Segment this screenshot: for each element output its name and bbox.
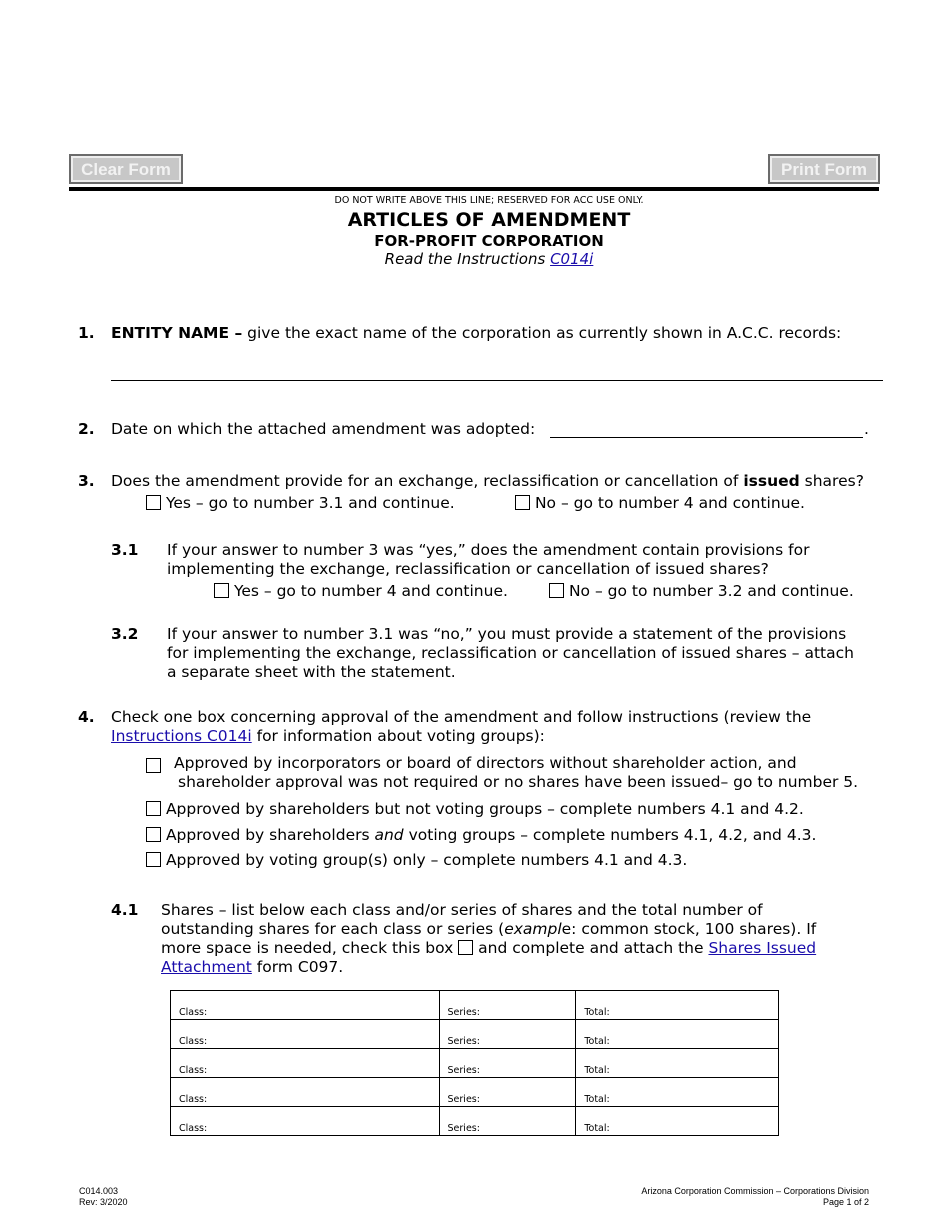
section-3-1-yes-label: Yes – go to number 4 and continue. [233,582,508,600]
section-3-no-option [515,494,805,513]
section-3-1-number: 3.1 [111,541,139,559]
entity-name-instructions: give the exact name of the corporation as currently shown in A.C.C. records: [242,324,842,342]
approval-option-3-text-b: voting groups – complete numbers 4.1, 4.2, and 4.3. [403,826,817,844]
clear-form-button[interactable]: Clear Form [69,154,183,184]
page-title: ARTICLES OF AMENDMENT [347,209,631,231]
print-form-button[interactable]: Print Form [768,154,880,184]
shares-series-cell[interactable]: Series: [439,1078,576,1107]
section-4-line-2-text: for information about voting groups): [251,727,545,745]
adoption-date-field[interactable] [550,437,863,438]
section-3-2-number: 3.2 [111,625,139,643]
section-4-1-line-3-a: more space is needed, check this box [161,939,454,957]
section-3-yes-option [146,494,455,513]
section-3-1-yes-checkbox[interactable] [214,583,229,598]
shares-row [171,1107,779,1136]
footer-left [79,1186,128,1208]
section-4-number: 4. [78,708,95,726]
approval-option-2 [146,800,804,819]
form-revision: Rev: 3/2020 [79,1197,128,1207]
approval-option-3-label [166,826,816,844]
section-3-yes-checkbox[interactable] [146,495,161,510]
approval-option-1-line-2: shareholder approval was not required or no shares have been issued– go to number 5. [178,773,859,791]
section-3-text: Does the amendment provide for an exchange, reclassification or cancellation of [111,472,744,490]
section-4-line-2 [111,727,545,746]
footer-right [641,1186,869,1208]
instructions-link[interactable]: C014i [550,250,594,268]
approval-option-1-line-1: Approved by incorporators or board of directors without shareholder action, and [174,754,797,772]
section-4-1-line-3-b: and complete and attach the [478,939,709,957]
example-emphasis: exampl [504,920,562,938]
section-3-1-no-option [549,582,854,601]
section-3-1-line-1: If your answer to number 3 was “yes,” does the amendment contain provisions for [167,541,810,559]
instructions-prefix: Read the Instructions [384,250,546,268]
section-3-question [111,472,864,491]
shares-row [171,1078,779,1107]
section-1-text [111,324,841,343]
section-3-1-no-checkbox[interactable] [549,583,564,598]
section-3-2-line-3: a separate sheet with the statement. [167,663,456,681]
section-4-1-number: 4.1 [111,901,139,919]
shares-total-cell[interactable]: Total: [576,1020,779,1049]
section-3-1-no-label: No – go to number 3.2 and continue. [568,582,854,600]
shares-total-cell[interactable]: Total: [576,1049,779,1078]
shares-series-cell[interactable]: Series: [439,1107,576,1136]
issued-emphasis: issued [743,472,800,490]
shares-row [171,991,779,1020]
approval-option-2-label: Approved by shareholders but not voting groups – complete numbers 4.1 and 4.2. [165,800,804,818]
agency-name: Arizona Corporation Commission – Corporations Division [641,1186,869,1196]
section-4-1-line-1: Shares – list below each class and/or series of shares and the total number of [161,901,763,919]
shares-series-cell[interactable]: Series: [439,1020,576,1049]
approval-option-3-text-a: Approved by shareholders [165,826,375,844]
approval-option-4-label: Approved by voting group(s) only – complete numbers 4.1 and 4.3. [165,851,688,869]
section-2-number: 2. [78,420,95,438]
section-3-number: 3. [78,472,95,490]
approval-option-1-checkbox[interactable] [146,758,161,773]
shares-row [171,1020,779,1049]
shares-series-cell[interactable]: Series: [439,991,576,1020]
section-4-1-line-3 [161,939,816,958]
entity-name-field[interactable] [111,380,883,381]
shares-issued-link-part-1[interactable]: Shares Issued [708,939,817,957]
shares-class-cell[interactable]: Class: [171,991,440,1020]
adoption-date-label: Date on which the attached amendment was adopted: [111,420,536,438]
shares-class-cell[interactable]: Class: [171,1078,440,1107]
approval-option-1-checkbox-wrap [146,756,161,775]
section-3-2-line-1: If your answer to number 3.1 was “no,” you must provide a statement of the provisions [167,625,847,643]
approval-option-3 [146,826,816,845]
instructions-line [0,250,950,268]
section-1-number: 1. [78,324,95,342]
adoption-date-period: . [864,420,869,438]
approval-option-2-checkbox[interactable] [146,801,161,816]
section-4-1-line-2 [161,920,816,939]
section-4-1-line-4-text: form C097. [251,958,344,976]
shares-row [171,1049,779,1078]
section-3-no-checkbox[interactable] [515,495,530,510]
approval-option-3-checkbox[interactable] [146,827,161,842]
section-4-1-line-2-b: e: common stock, 100 shares). If [561,920,817,938]
page-subtitle: FOR-PROFIT CORPORATION [374,232,604,250]
section-3-2-line-2: for implementing the exchange, reclassification or cancellation of issued shares – attach [167,644,854,662]
section-3-text-end: shares? [799,472,864,490]
shares-issued-link-part-2[interactable]: Attachment [161,958,252,976]
section-3-1-yes-option [214,582,508,601]
page-number: Page 1 of 2 [822,1197,869,1207]
shares-table [170,990,779,1136]
entity-name-label: ENTITY NAME – [111,324,243,342]
section-3-no-label: No – go to number 4 and continue. [534,494,805,512]
voting-groups-instructions-link[interactable]: Instructions C014i [111,727,252,745]
shares-total-cell[interactable]: Total: [576,991,779,1020]
shares-class-cell[interactable]: Class: [171,1107,440,1136]
section-4-line-1: Check one box concerning approval of the amendment and follow instructions (review the [111,708,812,726]
approval-option-4 [146,851,687,870]
section-4-1-line-2-a: outstanding shares for each class or series ( [161,920,505,938]
acc-reserved-divider [69,187,879,191]
section-4-1-line-4 [161,958,343,977]
approval-option-4-checkbox[interactable] [146,852,161,867]
shares-series-cell[interactable]: Series: [439,1049,576,1078]
form-id: C014.003 [79,1186,119,1196]
more-space-checkbox[interactable] [458,940,473,955]
reserved-note: DO NOT WRITE ABOVE THIS LINE; RESERVED FOR ACC USE ONLY. [334,195,644,206]
section-3-1-line-2: implementing the exchange, reclassification or cancellation of issued shares? [167,560,769,578]
shares-total-cell[interactable]: Total: [576,1107,779,1136]
section-3-yes-label: Yes – go to number 3.1 and continue. [165,494,455,512]
shares-total-cell[interactable]: Total: [576,1078,779,1107]
shares-class-cell[interactable]: Class: [171,1020,440,1049]
shares-class-cell[interactable]: Class: [171,1049,440,1078]
approval-option-3-emphasis: and [374,826,404,844]
